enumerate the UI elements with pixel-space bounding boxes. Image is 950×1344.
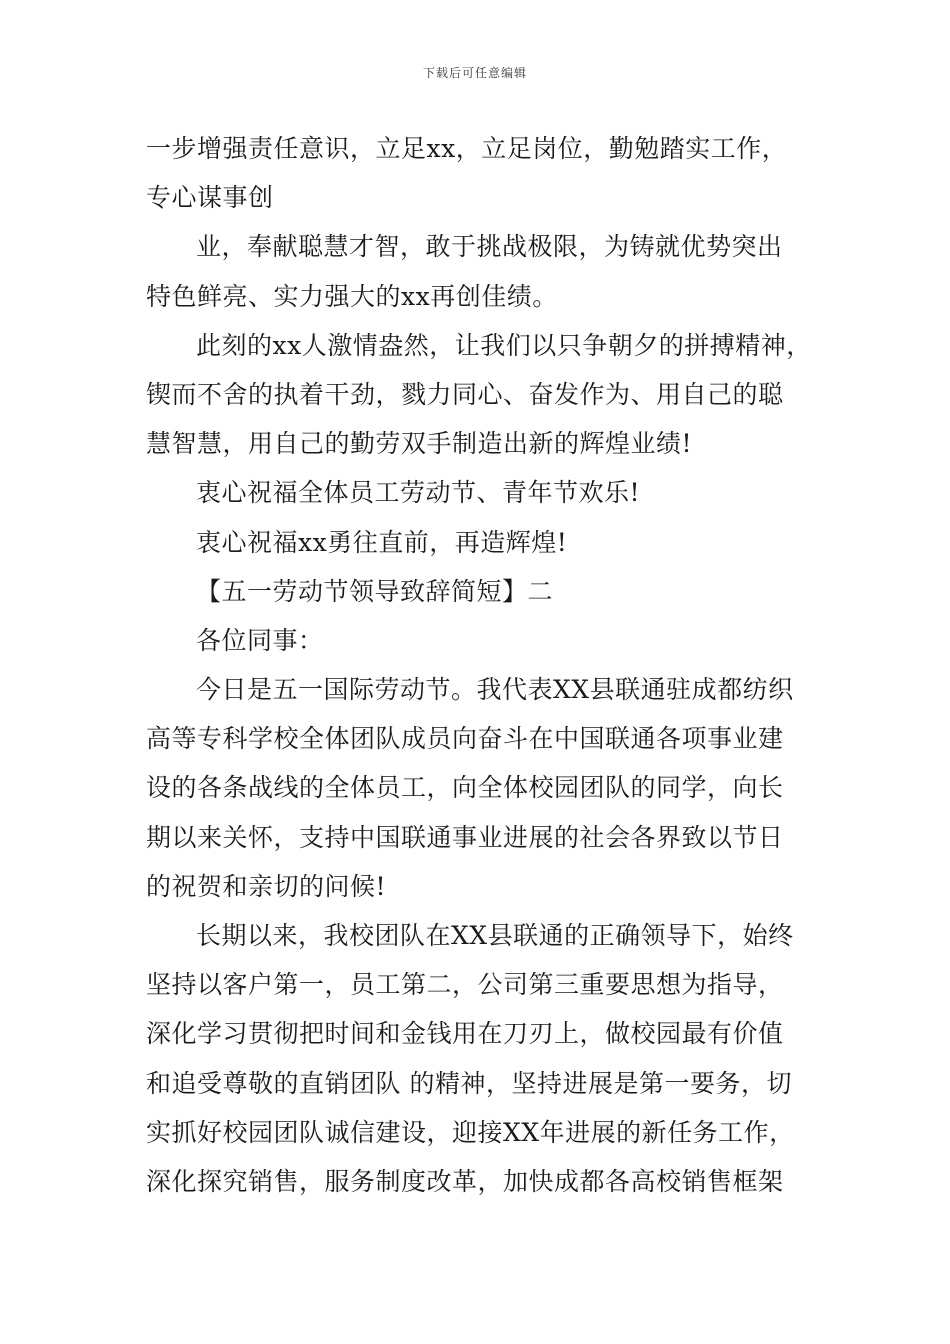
document-body [146, 124, 836, 1206]
text-line: 坚持以客户第一，员工第二，公司第三重要思想为指导， [146, 970, 784, 1000]
text-line: 深化学习贯彻把时间和金钱用在刀刃上，做校园最有价值 [146, 1019, 784, 1049]
header-note: 下载后可任意编辑 [422, 66, 527, 80]
text-line: 特色鲜亮、实力强大的xx再创佳绩。 [146, 281, 558, 311]
text-line: 此刻的xx人激情盎然，让我们以只争朝夕的拼搏精神， [196, 330, 812, 360]
text-line: 慧智慧，用自己的勤劳双手制造出新的辉煌业绩! [146, 429, 693, 459]
text-line: 深化探究销售，服务制度改革，加快成都各高校销售框架 [146, 1166, 784, 1196]
text-line: 设的各条战线的全体员工，向全体校园团队的同学，向长 [146, 773, 784, 803]
text-line: 的祝贺和亲切的问候! [146, 871, 387, 901]
text-line: 期以来关怀，支持中国联通事业进展的社会各界致以节日 [146, 822, 784, 852]
text-line: 衷心祝福xx勇往直前，再造辉煌! [196, 527, 568, 557]
text-line: 长期以来，我校团队在XX县联通的正确领导下，始终 [196, 921, 794, 950]
text-line: 和追受尊敬的直销团队 的精神，坚持进展是第一要务，切 [146, 1068, 792, 1098]
text-line: 今日是五一国际劳动节。我代表XX县联通驻成都纺织 [196, 675, 794, 705]
text-line: 业，奉献聪慧才智，敢于挑战极限，为铸就优势突出 [196, 232, 783, 262]
text-line: 实抓好校园团队诚信建设，迎接XX年进展的新任务工作， [146, 1117, 795, 1147]
text-line: 衷心祝福全体员工劳动节、青年节欢乐! [196, 478, 641, 508]
text-line: 一步增强责任意识，立足xx，立足岗位，勤勉踏实工作， [146, 134, 788, 163]
text-line: 高等专科学校全体团队成员向奋斗在中国联通各项事业建 [146, 724, 784, 754]
text-line: 【五一劳动节领导致辞简短】二 [196, 576, 554, 606]
text-line: 各位同事： [196, 625, 324, 655]
text-line: 专心谋事创 [146, 183, 274, 213]
text-line: 锲而不舍的执着干劲，戮力同心、奋发作为、用自己的聪 [146, 379, 784, 409]
